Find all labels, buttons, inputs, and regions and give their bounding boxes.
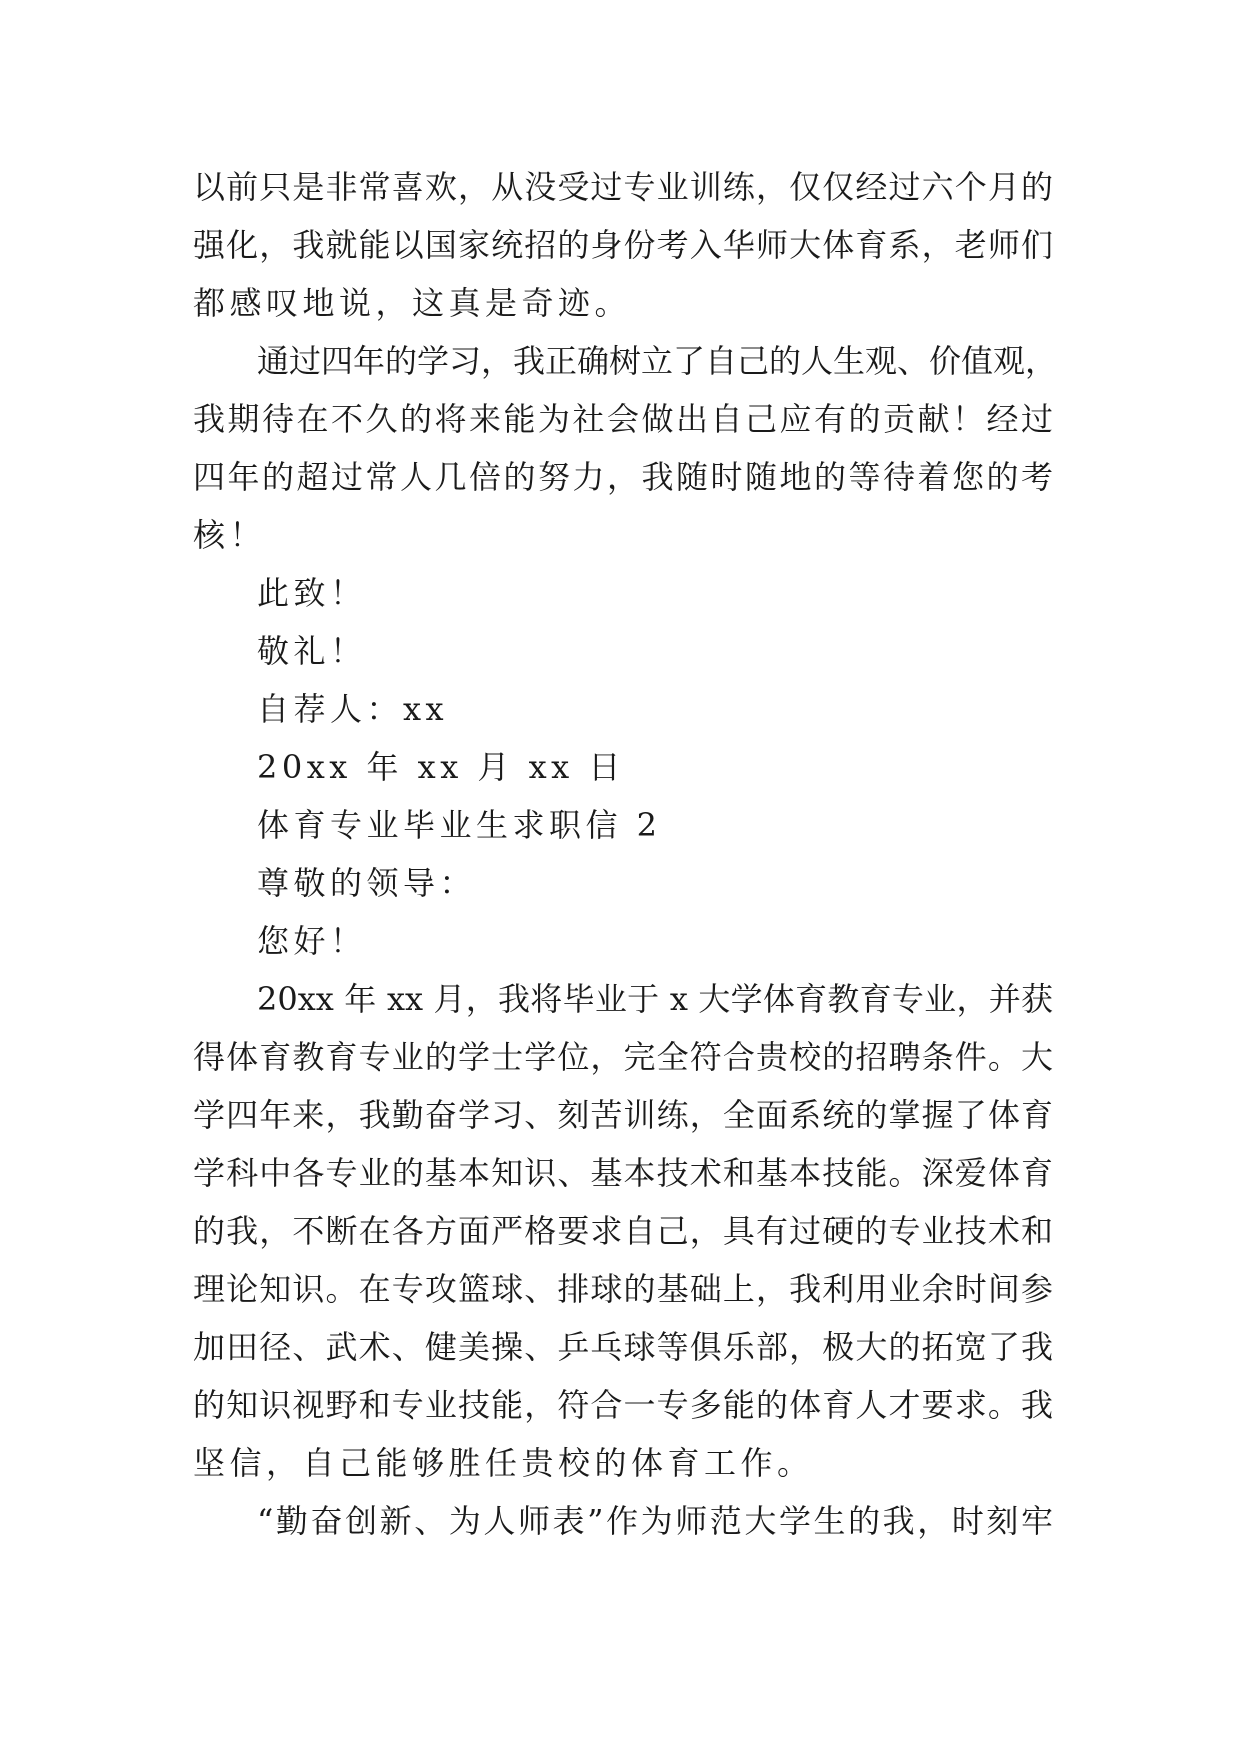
text-line: 通过四年的学习，我正确树立了自己的人生观、价值观，	[257, 342, 1058, 380]
text-line: 我期待在不久的将来能为社会做出自己应有的贡献！经过	[193, 400, 1053, 438]
text-line: “勤奋创新、为人师表”作为师范大学生的我，时刻牢	[257, 1502, 1053, 1540]
text-line: 坚信，自己能够胜任贵校的体育工作。	[193, 1444, 814, 1482]
text-line: 强化，我就能以国家统招的身份考入华师大体育系，老师们	[193, 226, 1053, 264]
section-title: 体育专业毕业生求职信 2	[257, 806, 662, 844]
text-line: 理论知识。在专攻篮球、排球的基础上，我利用业余时间参	[193, 1270, 1053, 1308]
date-line: 20xx 年 xx 月 xx 日	[257, 748, 625, 786]
greeting-line: 您好！	[257, 922, 367, 960]
text-line: 以前只是非常喜欢，从没受过专业训练，仅仅经过六个月的	[193, 168, 1053, 206]
closing-line: 敬礼！	[257, 632, 367, 670]
text-line: 都感叹地说，这真是奇迹。	[193, 284, 632, 322]
text-line: 的知识视野和专业技能，符合一专多能的体育人才要求。我	[193, 1386, 1053, 1424]
text-line: 核！	[193, 516, 267, 554]
text-line: 四年的超过常人几倍的努力，我随时随地的等待着您的考	[193, 458, 1053, 496]
text-line: 20xx 年 xx 月，我将毕业于 x 大学体育教育专业，并获	[257, 980, 1053, 1018]
text-line: 加田径、武术、健美操、乒乓球等俱乐部，极大的拓宽了我	[193, 1328, 1053, 1366]
text-line: 学科中各专业的基本知识、基本技术和基本技能。深爱体育	[193, 1154, 1053, 1192]
text-line: 的我，不断在各方面严格要求自己，具有过硬的专业技术和	[193, 1212, 1053, 1250]
text-line: 学四年来，我勤奋学习、刻苦训练，全面系统的掌握了体育	[193, 1096, 1053, 1134]
closing-line: 此致！	[257, 574, 367, 612]
text-line: 得体育教育专业的学士学位，完全符合贵校的招聘条件。大	[193, 1038, 1053, 1076]
signature-line: 自荐人：xx	[257, 690, 449, 728]
salutation-line: 尊敬的领导：	[257, 864, 477, 902]
